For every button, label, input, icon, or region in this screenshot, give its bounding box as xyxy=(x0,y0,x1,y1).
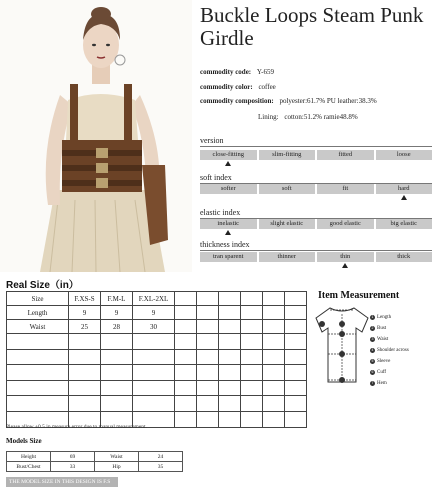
scale-option: good elastic xyxy=(317,219,374,229)
scale-option: tran sparent xyxy=(200,252,257,262)
table-cell: 25 xyxy=(69,320,101,334)
table-cell xyxy=(197,380,219,396)
table-cell xyxy=(241,306,263,320)
table-cell xyxy=(7,365,69,381)
table-cell: F.M-L xyxy=(101,292,133,306)
table-cell xyxy=(197,349,219,365)
table-cell xyxy=(175,349,197,365)
scale-option: close-fitting xyxy=(200,150,257,160)
scale-option: thin xyxy=(317,252,374,262)
table-cell: Waist xyxy=(7,320,69,334)
table-cell xyxy=(241,365,263,381)
table-cell xyxy=(219,292,241,306)
product-title: Buckle Loops Steam Punk Girdle xyxy=(200,3,424,50)
table-cell: Length xyxy=(7,306,69,320)
table-cell xyxy=(7,349,69,365)
table-cell xyxy=(69,396,101,412)
selected-marker xyxy=(225,161,231,166)
tshirt-diagram xyxy=(312,304,372,391)
table-cell: 28 xyxy=(101,320,133,334)
legend-item xyxy=(370,312,436,323)
table-row xyxy=(7,365,307,381)
table-cell: 9 xyxy=(69,306,101,320)
scale-option: loose xyxy=(376,150,433,160)
legend-item xyxy=(370,334,436,345)
table-cell xyxy=(219,334,241,350)
table-cell: 9 xyxy=(101,306,133,320)
composition-label: commodity composition: xyxy=(200,97,274,105)
table-cell: 69 xyxy=(51,452,95,462)
table-cell xyxy=(219,320,241,334)
table-cell xyxy=(69,380,101,396)
legend-item xyxy=(370,345,436,356)
index-scale xyxy=(200,150,432,160)
selected-marker xyxy=(342,263,348,268)
table-cell: 9 xyxy=(133,306,175,320)
table-cell: F.XL-2XL xyxy=(133,292,175,306)
index-scale xyxy=(200,252,432,262)
table-cell xyxy=(197,292,219,306)
table-cell: Height xyxy=(7,452,51,462)
legend-number: 1 xyxy=(371,315,374,319)
table-cell xyxy=(197,396,219,412)
table-cell xyxy=(285,334,307,350)
table-cell: Waist xyxy=(95,452,139,462)
table-cell xyxy=(101,349,133,365)
table-cell xyxy=(241,320,263,334)
table-cell xyxy=(219,349,241,365)
table-cell xyxy=(285,320,307,334)
scale-option: softer xyxy=(200,184,257,194)
scale-option: fit xyxy=(317,184,374,194)
table-cell xyxy=(69,365,101,381)
table-cell xyxy=(285,365,307,381)
table-cell xyxy=(241,334,263,350)
table-cell xyxy=(197,320,219,334)
lining-value: cotton:51.2% ramie48.8% xyxy=(284,113,358,121)
table-cell xyxy=(7,396,69,412)
legend-item xyxy=(370,323,436,334)
table-cell xyxy=(219,306,241,320)
code-label: commodity code: xyxy=(200,68,252,76)
table-cell xyxy=(197,306,219,320)
table-cell: Hip xyxy=(95,462,139,472)
lining xyxy=(258,113,358,122)
table-cell xyxy=(263,380,285,396)
table-cell xyxy=(285,380,307,396)
table-cell: Size xyxy=(7,292,69,306)
legend-number: 2 xyxy=(371,326,374,330)
legend-label: Sleeve xyxy=(377,359,391,364)
scale-option: slim-fitting xyxy=(259,150,316,160)
table-row xyxy=(7,320,307,334)
table-cell xyxy=(175,380,197,396)
table-cell xyxy=(219,411,241,427)
index-label: elastic index xyxy=(200,208,241,217)
table-cell xyxy=(263,349,285,365)
table-cell xyxy=(69,334,101,350)
legend-label: Bust xyxy=(377,326,387,331)
table-cell xyxy=(263,306,285,320)
measurement-note: Please allow ±0.5 in measure error due to manual measurement. xyxy=(6,424,147,430)
models-size-title: Models Size xyxy=(6,437,42,445)
color-label: commodity color: xyxy=(200,83,253,91)
table-cell: 33 xyxy=(51,462,95,472)
table-cell xyxy=(241,349,263,365)
table-cell: 24 xyxy=(139,452,183,462)
table-row xyxy=(7,380,307,396)
legend-number: 3 xyxy=(371,337,374,341)
legend-number: 5 xyxy=(371,359,374,363)
table-cell xyxy=(285,349,307,365)
table-row xyxy=(7,306,307,320)
selected-marker xyxy=(401,195,407,200)
index-label: version xyxy=(200,136,224,145)
table-cell xyxy=(101,334,133,350)
index-scale xyxy=(200,184,432,194)
table-cell xyxy=(263,396,285,412)
legend-label: Length xyxy=(377,315,392,320)
item-measurement-title: Item Measurement xyxy=(318,290,400,301)
table-cell xyxy=(285,292,307,306)
legend-item xyxy=(370,378,436,389)
table-cell xyxy=(241,380,263,396)
table-cell xyxy=(219,365,241,381)
table-cell xyxy=(133,365,175,381)
table-cell xyxy=(69,349,101,365)
legend-item xyxy=(370,367,436,378)
table-cell xyxy=(241,292,263,306)
table-row xyxy=(7,292,307,306)
table-cell xyxy=(197,365,219,381)
scale-option: thinner xyxy=(259,252,316,262)
legend-number: 7 xyxy=(371,381,374,385)
table-cell xyxy=(285,411,307,427)
scale-option: hard xyxy=(376,184,433,194)
real-size-title: Real Size（in） xyxy=(6,280,79,291)
table-cell xyxy=(241,396,263,412)
table-cell xyxy=(219,380,241,396)
model-size-note: THE MODEL SIZE IN THIS DESIGN IS F.S xyxy=(6,477,118,487)
index-label: thickness index xyxy=(200,240,250,249)
table-row xyxy=(7,452,183,462)
table-cell xyxy=(241,411,263,427)
legend-label: Cuff xyxy=(377,370,387,375)
table-cell xyxy=(263,411,285,427)
table-cell xyxy=(133,396,175,412)
code-value: Y-659 xyxy=(256,68,275,76)
table-row xyxy=(7,334,307,350)
table-cell xyxy=(175,411,197,427)
table-cell xyxy=(263,365,285,381)
selected-marker xyxy=(225,230,231,235)
table-cell: Bust/Chest xyxy=(7,462,51,472)
legend-number: 4 xyxy=(371,348,374,352)
table-cell xyxy=(101,396,133,412)
color-value: coffee xyxy=(258,83,276,91)
table-cell xyxy=(7,380,69,396)
table-cell xyxy=(175,320,197,334)
table-cell: 30 xyxy=(133,320,175,334)
table-cell xyxy=(197,334,219,350)
commodity-color xyxy=(200,83,276,92)
table-cell xyxy=(175,365,197,381)
table-cell xyxy=(101,365,133,381)
table-cell xyxy=(197,411,219,427)
table-cell xyxy=(175,306,197,320)
table-cell xyxy=(263,320,285,334)
measurement-legend xyxy=(370,312,436,389)
table-cell xyxy=(175,292,197,306)
table-cell xyxy=(263,334,285,350)
index-label: soft index xyxy=(200,173,232,182)
table-cell xyxy=(285,306,307,320)
real-size-table xyxy=(6,291,307,428)
legend-label: Shoulder across xyxy=(377,348,409,353)
product-photo xyxy=(0,0,192,272)
models-size-table xyxy=(6,451,183,472)
commodity-code xyxy=(200,68,274,77)
commodity-composition xyxy=(200,97,377,106)
table-cell: 35 xyxy=(139,462,183,472)
table-cell xyxy=(133,349,175,365)
legend-item xyxy=(370,356,436,367)
divider xyxy=(200,146,432,147)
scale-option: soft xyxy=(259,184,316,194)
composition-value: polyester:61.7% PU leather:38.3% xyxy=(279,97,377,105)
lining-label: Lining: xyxy=(258,113,279,121)
table-cell xyxy=(175,334,197,350)
legend-number: 6 xyxy=(371,370,374,374)
table-cell xyxy=(219,396,241,412)
table-cell: F.XS-S xyxy=(69,292,101,306)
table-row xyxy=(7,349,307,365)
table-cell xyxy=(263,292,285,306)
scale-option: slight elastic xyxy=(259,219,316,229)
table-cell xyxy=(133,334,175,350)
scale-option: inelastic xyxy=(200,219,257,229)
scale-option: thick xyxy=(376,252,433,262)
table-cell xyxy=(133,380,175,396)
table-cell xyxy=(101,380,133,396)
table-row xyxy=(7,462,183,472)
table-cell xyxy=(285,396,307,412)
table-cell xyxy=(7,334,69,350)
scale-option: big elastic xyxy=(376,219,433,229)
legend-label: Waist xyxy=(377,337,389,342)
legend-label: Hem xyxy=(377,381,387,386)
divider xyxy=(200,250,432,251)
table-cell xyxy=(175,396,197,412)
table-row xyxy=(7,396,307,412)
index-scale xyxy=(200,219,432,229)
scale-option: fitted xyxy=(317,150,374,160)
